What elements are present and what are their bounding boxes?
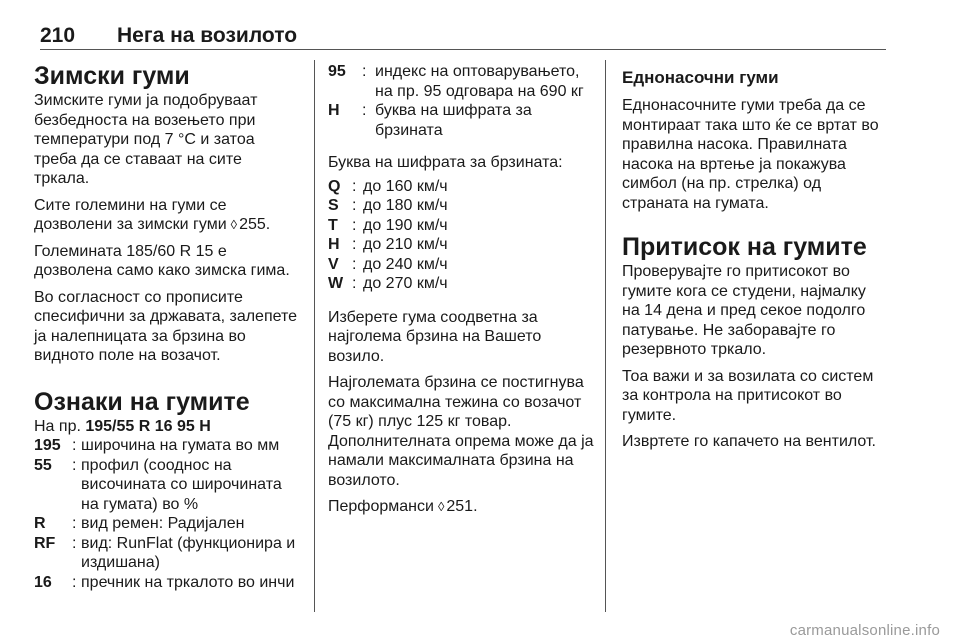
speed-intro: Буква на шифрата за брзината: [328,154,563,171]
page-reference-link[interactable]: 255. [239,216,271,233]
list-item: 55 : профил (соодноc на височината со широчината на гумата) во % [34,456,282,513]
speed-code-list [328,177,594,294]
page-reference-icon: ◊ [437,499,445,514]
paragraph: Изберете гума соодветна за најголема брзина на Вашето возило. [328,308,542,365]
column-divider-left [314,60,315,612]
paragraph: Зимските гуми ја подобруваат безбедноста на возењето при температури под 7 °C и затоа треба да се ставаат на сите тркала. [34,92,258,187]
list-item: T : до 190 км/ч [328,216,448,234]
page-reference-link[interactable]: 251. [446,498,478,515]
section-title-tire-markings: Ознаки на гумите [34,387,250,416]
paragraph: Проверувајте го притисокот во гумите кога се студени, најмалку на 14 дена и пред секое подолго патување. Не заборавајте го резервното тркало. [622,263,866,358]
example-value: 195/55 R 16 95 H [85,417,211,435]
list-item: Q : до 160 км/ч [328,177,448,195]
marking-list-continued [328,62,594,140]
column-middle [328,62,594,517]
list-item: W : до 270 км/ч [328,275,448,292]
list-item: RF : вид: RunFlat (функционира и издишана) [34,534,296,571]
paragraph: Еднонасочните гуми треба да се монтираат така што ќе се вртат во правилна насока. Правилната насока на вртење ја покажува симбол (на пр. стрелка) од страната на гумата. [622,97,879,212]
section-title-directional-tires: Еднонасочни гуми [622,68,779,87]
page-reference-icon: ◊ [230,217,238,232]
list-item: 16 : пречник на тркалото во инчи [34,573,295,591]
section-title-tire-pressure: Притисок на гумите [622,233,867,261]
paragraph: Перформанси ◊ 251. [328,498,478,515]
footer-watermark: carmanualsonline.info [789,622,940,639]
section-title-winter-tires: Зимски гуми [34,62,190,90]
example-line: На пр. 195/55 R 16 95 H [34,417,211,435]
page-number: 210 [40,24,76,47]
chapter-title: Нега на возилото [117,24,298,47]
marking-list [34,436,300,592]
column-divider-right [605,60,606,612]
paragraph: Големината 185/60 R 15 е дозволена само како зимска гима. [34,242,290,279]
paragraph: Извртете го капачето на вентилот. [622,433,876,450]
paragraph: Дополнителната опрема може да ја намали максималната брзина на возилото. [328,432,594,489]
list-item: S : до 180 км/ч [328,197,448,214]
list-item: 95 : индекс на оптоварувањето, на пр. 95 одговара на 690 кг [328,63,584,100]
list-item: H : буква на шифрата за брзината [328,102,532,139]
paragraph: Најголемата брзина се постигнува со максимална тежина со возачот (75 кг) плус 125 кг товар. [328,374,584,430]
column-left [34,62,300,592]
list-item: 195 : широчина на гумата во мм [34,437,280,454]
paragraph: Тоа важи и за возилата со систем за контрола на притисокот во гумите. [622,367,874,424]
page-header [40,24,886,50]
paragraph: Сите големини на гуми се дозволени за зимски гуми ◊ 255. [34,196,271,233]
paragraph: Во согласност со прописите спесифични за државата, залепете ја налепницата за брзина во видното поле на возачот. [34,288,298,364]
header-rule [40,49,886,50]
list-item: R : вид ремен: Радијален [34,515,245,532]
column-right [622,62,888,452]
list-item: V : до 240 км/ч [328,255,448,273]
list-item: H : до 210 км/ч [328,236,448,253]
